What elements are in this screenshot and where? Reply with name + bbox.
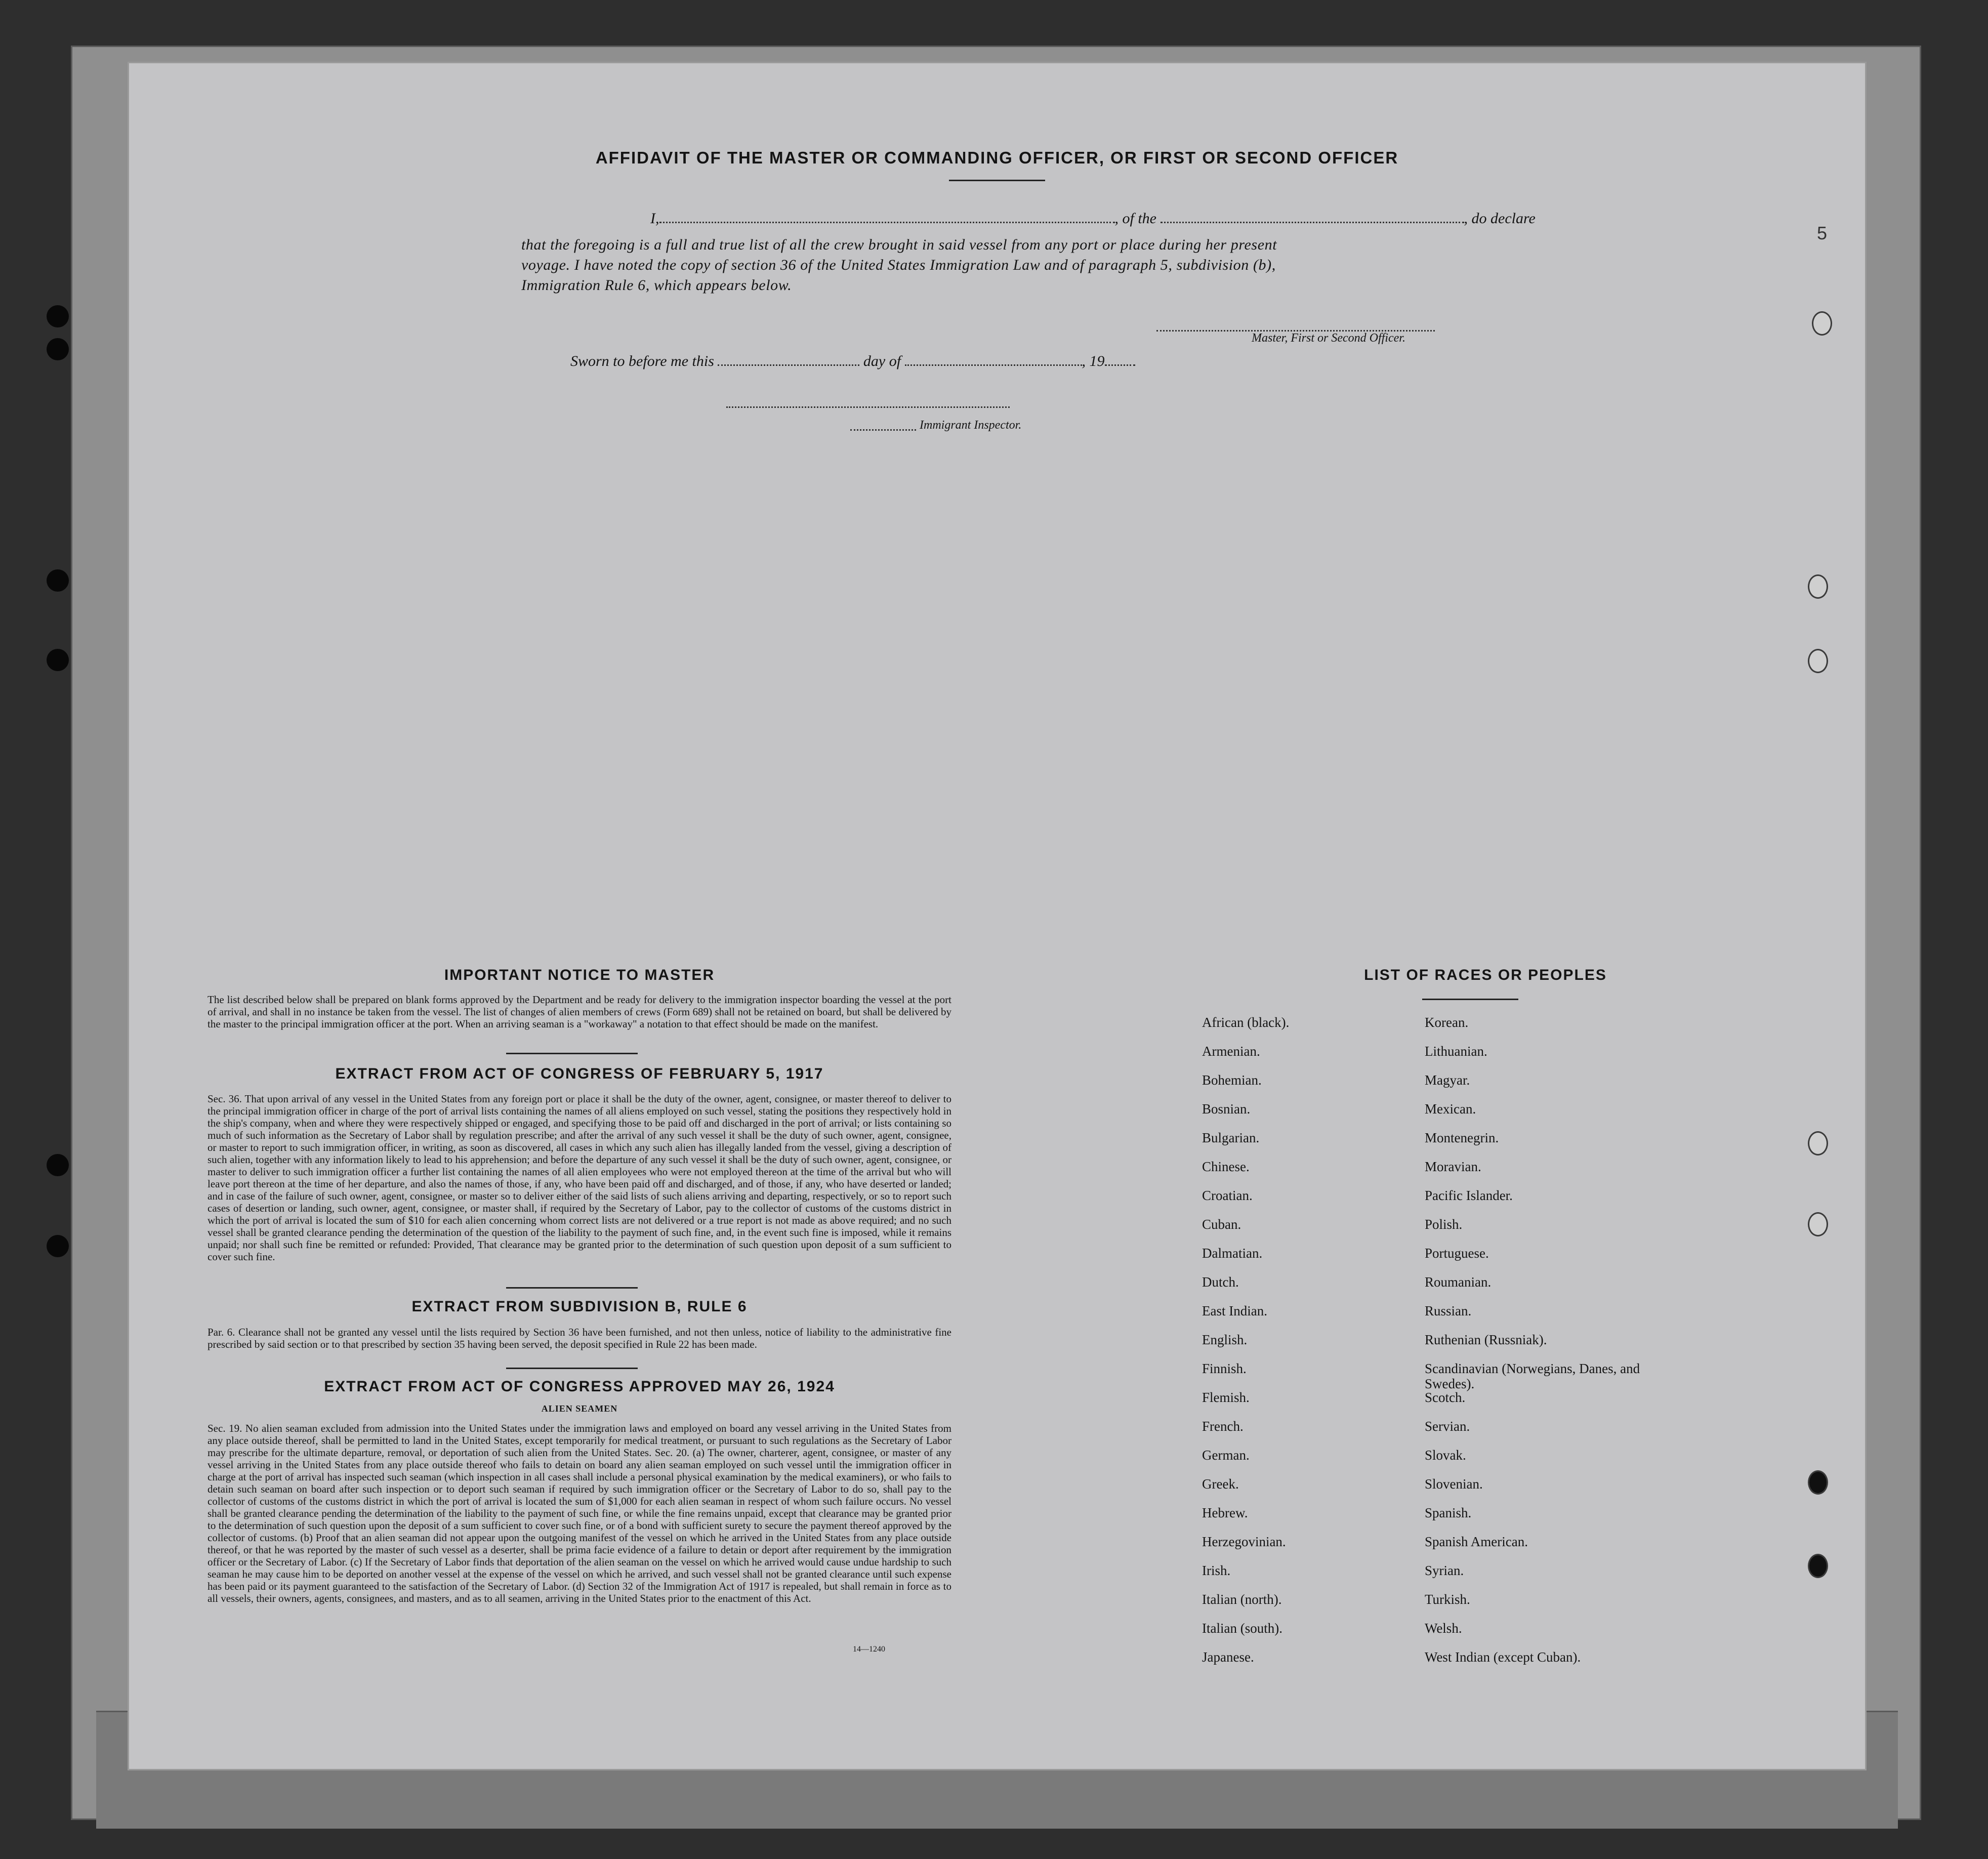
signature-caption: Master, First or Second Officer. bbox=[1252, 332, 1405, 345]
race-item: Bosnian. bbox=[1202, 1101, 1251, 1117]
binder-hole bbox=[47, 1235, 69, 1257]
race-item: Finnish. bbox=[1202, 1361, 1247, 1376]
month-blank[interactable] bbox=[905, 364, 1082, 366]
race-item: Dutch. bbox=[1202, 1274, 1239, 1290]
affidavit-line-4: Immigration Rule 6, which appears below. bbox=[521, 277, 792, 294]
inspector-caption: Immigrant Inspector. bbox=[920, 419, 1022, 432]
divider bbox=[506, 1287, 638, 1289]
binder-hole bbox=[1808, 574, 1828, 599]
affidavit-text: I, bbox=[650, 210, 659, 227]
inspector-line[interactable] bbox=[726, 406, 1010, 408]
extract-1917-body: Sec. 36. That upon arrival of any vessel in the United States from any foreign port or place it shall be the duty of the owner, agent, consignee, or master thereof to deliver to the principal immigration officer in charge of the port of arrival lists containing the names of all aliens employed on such vessel, stating the positions they respectively hold in the ship's company, when and where they were respectively shipped or engaged, and specifying those to be paid off and discharged in the port of arrival; or lists containing so much of such information as the Secretary of Labor shall by regulation prescribe; and after the arrival of any such vessel it shall be the duty of such owner, agent, consignee, or master to report to such immigration officer, in writing, as soon as discovered, all cases in which any such alien has illegally landed from the vessel, giving a description of such alien, together with any information likely to lead to his apprehension; and before the departure of any such vessel it shall be the duty of such owner, agent, consignee, or master to deliver to such immigration officer a further list containing the names of all alien employees who were not employed thereon at the time of the arrival but who will leave port thereon at the time of her departure, and also the names of those, if any, who have been paid off and discharged, and of those, if any, who have deserted or landed; and in case of the failure of such owner, agent, consignee, or master so to deliver either of the said lists of such aliens arriving and departing, respectively, or so to report such cases of desertion or landing, such owner, agent, consignee, or master shall, if required by the Secretary of Labor, pay to the collector of customs of the customs district in which the port of arrival is located the sum of $10 for each alien concerning whom correct lists are not delivered or a true report is not made as above required; and no such vessel shall be granted clearance pending the determination of the question of the liability to the payment of such fine, and, in the event such fine is imposed, while it remains unpaid; nor shall such fine be remitted or refunded: Provided, That clearance may be granted prior to the determination of such question upon deposit of a sum sufficient to cover such fine. bbox=[208, 1093, 951, 1263]
race-item: Mexican. bbox=[1425, 1101, 1476, 1117]
divider bbox=[506, 1053, 638, 1054]
race-item bbox=[1425, 1678, 1658, 1707]
race-item: Spanish. bbox=[1425, 1505, 1472, 1520]
race-item: Armenian. bbox=[1202, 1044, 1260, 1059]
race-item: Russian. bbox=[1425, 1303, 1472, 1318]
race-item: German. bbox=[1202, 1448, 1250, 1463]
binder-hole bbox=[1808, 1212, 1828, 1236]
binder-hole bbox=[1808, 1470, 1828, 1495]
sworn-line bbox=[570, 353, 1135, 370]
notice-title: IMPORTANT NOTICE TO MASTER bbox=[444, 967, 715, 983]
race-item: Ruthenian (Russniak). bbox=[1425, 1332, 1547, 1347]
race-item: Polish. bbox=[1425, 1217, 1463, 1232]
binder-hole bbox=[47, 569, 69, 592]
vessel-blank[interactable] bbox=[1161, 222, 1464, 223]
affidavit-text: , do declare bbox=[1464, 210, 1536, 227]
binder-hole bbox=[47, 649, 69, 671]
divider bbox=[1422, 999, 1518, 1000]
race-item bbox=[1202, 1678, 1425, 1707]
rule6-title: EXTRACT FROM SUBDIVISION B, RULE 6 bbox=[411, 1298, 748, 1315]
races-title: LIST OF RACES OR PEOPLES bbox=[1364, 967, 1607, 983]
binder-hole bbox=[1808, 649, 1828, 673]
race-item: Hebrew. bbox=[1202, 1505, 1248, 1520]
race-item: Roumanian. bbox=[1425, 1274, 1492, 1290]
rule6-body: Par. 6. Clearance shall not be granted any vessel until the lists required by Section 36 have been furnished, and not then unless, notice of liability to the administrative fine prescribed by said section or to that prescribed by section 35 having been served, the deposit specified in Rule 22 has been made. bbox=[208, 1326, 951, 1350]
race-item: French. bbox=[1202, 1419, 1244, 1434]
race-item: Croatian. bbox=[1202, 1188, 1253, 1203]
sworn-text: , 19 bbox=[1082, 353, 1105, 369]
binder-hole bbox=[1808, 1131, 1828, 1155]
race-item: Pacific Islander. bbox=[1425, 1188, 1513, 1203]
race-item: West Indian (except Cuban). bbox=[1425, 1649, 1581, 1665]
extract-1924-subtitle: ALIEN SEAMEN bbox=[541, 1403, 618, 1414]
page-number-mark: 5 bbox=[1817, 223, 1828, 243]
race-item: East Indian. bbox=[1202, 1303, 1267, 1318]
affidavit-line-2: that the foregoing is a full and true list of all the crew brought in said vessel from any port or place during her present bbox=[521, 236, 1277, 253]
race-item: Korean. bbox=[1425, 1015, 1469, 1030]
race-item: Slovenian. bbox=[1425, 1476, 1483, 1492]
inspector-line-short bbox=[850, 429, 916, 431]
race-item: Turkish. bbox=[1425, 1592, 1470, 1607]
race-item: Servian. bbox=[1425, 1419, 1470, 1434]
race-item: Moravian. bbox=[1425, 1159, 1481, 1174]
binder-hole bbox=[1812, 311, 1832, 336]
binder-hole bbox=[47, 305, 69, 327]
race-item: Chinese. bbox=[1202, 1159, 1250, 1174]
day-blank[interactable] bbox=[718, 364, 859, 366]
race-item: African (black). bbox=[1202, 1015, 1290, 1030]
year-blank[interactable] bbox=[1105, 364, 1135, 366]
race-item: Spanish American. bbox=[1425, 1534, 1528, 1549]
race-item: Bohemian. bbox=[1202, 1072, 1262, 1088]
race-item: Italian (south). bbox=[1202, 1621, 1282, 1636]
affidavit-title: AFFIDAVIT OF THE MASTER OR COMMANDING OFFICER, OR FIRST OR SECOND OFFICER bbox=[595, 148, 1399, 167]
race-item: Syrian. bbox=[1425, 1563, 1464, 1578]
race-item: Portuguese. bbox=[1425, 1246, 1489, 1261]
race-item: Magyar. bbox=[1425, 1072, 1470, 1088]
race-item: Japanese. bbox=[1202, 1649, 1254, 1665]
race-item: Cuban. bbox=[1202, 1217, 1241, 1232]
races-list bbox=[1202, 1015, 1658, 1707]
extract-1924-title: EXTRACT FROM ACT OF CONGRESS APPROVED MAY 26, 1924 bbox=[324, 1378, 835, 1395]
affidavit-text: , of the bbox=[1114, 210, 1156, 227]
name-blank[interactable] bbox=[659, 222, 1115, 223]
race-item: Herzegovinian. bbox=[1202, 1534, 1286, 1549]
race-item: Flemish. bbox=[1202, 1390, 1250, 1405]
sworn-text: Sworn to before me this bbox=[570, 353, 714, 369]
race-item: Greek. bbox=[1202, 1476, 1239, 1492]
race-item: Welsh. bbox=[1425, 1621, 1462, 1636]
race-item: Scotch. bbox=[1425, 1390, 1466, 1405]
race-item: Montenegrin. bbox=[1425, 1130, 1499, 1145]
form-number: 14—1240 bbox=[853, 1645, 885, 1654]
race-item: English. bbox=[1202, 1332, 1248, 1347]
race-item: Dalmatian. bbox=[1202, 1246, 1263, 1261]
sworn-text: day of bbox=[863, 353, 901, 369]
race-item: Scandinavian (Norwegians, Danes, and Swedes). bbox=[1425, 1361, 1640, 1391]
affidavit-line-1 bbox=[521, 210, 1536, 227]
binder-hole bbox=[47, 338, 69, 360]
race-item: Irish. bbox=[1202, 1563, 1231, 1578]
divider bbox=[506, 1368, 638, 1369]
binder-hole bbox=[47, 1154, 69, 1176]
notice-body: The list described below shall be prepared on blank forms approved by the Department and be ready for delivery to the immigration inspector boarding the vessel at the port of arrival, and shall in no instance be taken from the vessel. The list of changes of alien members of crews (Form 689) shall not be retained on board, but shall be delivered by the master to the principal immigration officer at the port. When an arriving seaman is a "workaway" a notation to that effect should be made on the manifest. bbox=[208, 994, 951, 1030]
extract-1917-title: EXTRACT FROM ACT OF CONGRESS OF FEBRUARY 5, 1917 bbox=[335, 1065, 824, 1082]
race-item: Italian (north). bbox=[1202, 1592, 1282, 1607]
binder-hole bbox=[1808, 1554, 1828, 1578]
extract-1924-body: Sec. 19. No alien seaman excluded from admission into the United States under the immigration laws and employed on board any vessel arriving in the United States from any place outside thereof, shall be permitted to land in the United States, except temporarily for medical treatment, or pursuant to such regulations as the Secretary of Labor may prescribe for the ultimate departure, removal, or deportation of such alien from the United States. Sec. 20. (a) The owner, charterer, agent, consignee, or master of any vessel arriving in the United States from any place outside thereof who fails to detain on board any alien seaman employed on such vessel until the immigration officer in charge at the port of arrival has inspected such seaman (which inspection in all cases shall include a personal physical examination by the medical examiners), or who fails to detain such seaman on board after such inspection or to deport such seaman if required by such immigration officer or the Secretary of Labor to do so, shall pay to the collector of customs of the customs district in which the port of arrival is located the sum of $1,000 for each alien seaman in respect of whom such failure occurs. No vessel shall be granted clearance pending the determination of the liability to the payment of such fine, or while the fine remains unpaid, except that clearance may be granted prior to the determination of such question upon the deposit of a sum sufficient to cover such fine, or of a bond with sufficient surety to secure the payment thereof approved by the collector of customs. (b) Proof that an alien seaman did not appear upon the outgoing manifest of the vessel on which he arrived in the United States from any place outside thereof, or that he was reported by the master of such vessel as a deserter, shall be prima facie evidence of a failure to detain or deport after requirement by the immigration officer or the Secretary of Labor. (c) If the Secretary of Labor finds that deportation of the alien seaman on the vessel on which he arrived would cause undue hardship to such seaman he may cause him to be deported on another vessel at the expense of the vessel on which he arrived, and such vessel shall not be granted clearance until such expense has been paid or its payment guaranteed to the satisfaction of the Secretary of Labor. (d) Section 32 of the Immigration Act of 1917 is repealed, but shall remain in force as to all vessels, their owners, agents, consignees, and masters, and as to all seamen, arriving in the United States prior to the enactment of this Act. bbox=[208, 1422, 951, 1604]
race-item: Lithuanian. bbox=[1425, 1044, 1487, 1059]
divider bbox=[949, 180, 1045, 181]
affidavit-line-3: voyage. I have noted the copy of section 36 of the United States Immigration Law and of paragraph 5, subdivision (b), bbox=[521, 257, 1276, 273]
manifest-page bbox=[129, 63, 1865, 1769]
race-item: Slovak. bbox=[1425, 1448, 1466, 1463]
race-item: Bulgarian. bbox=[1202, 1130, 1260, 1145]
